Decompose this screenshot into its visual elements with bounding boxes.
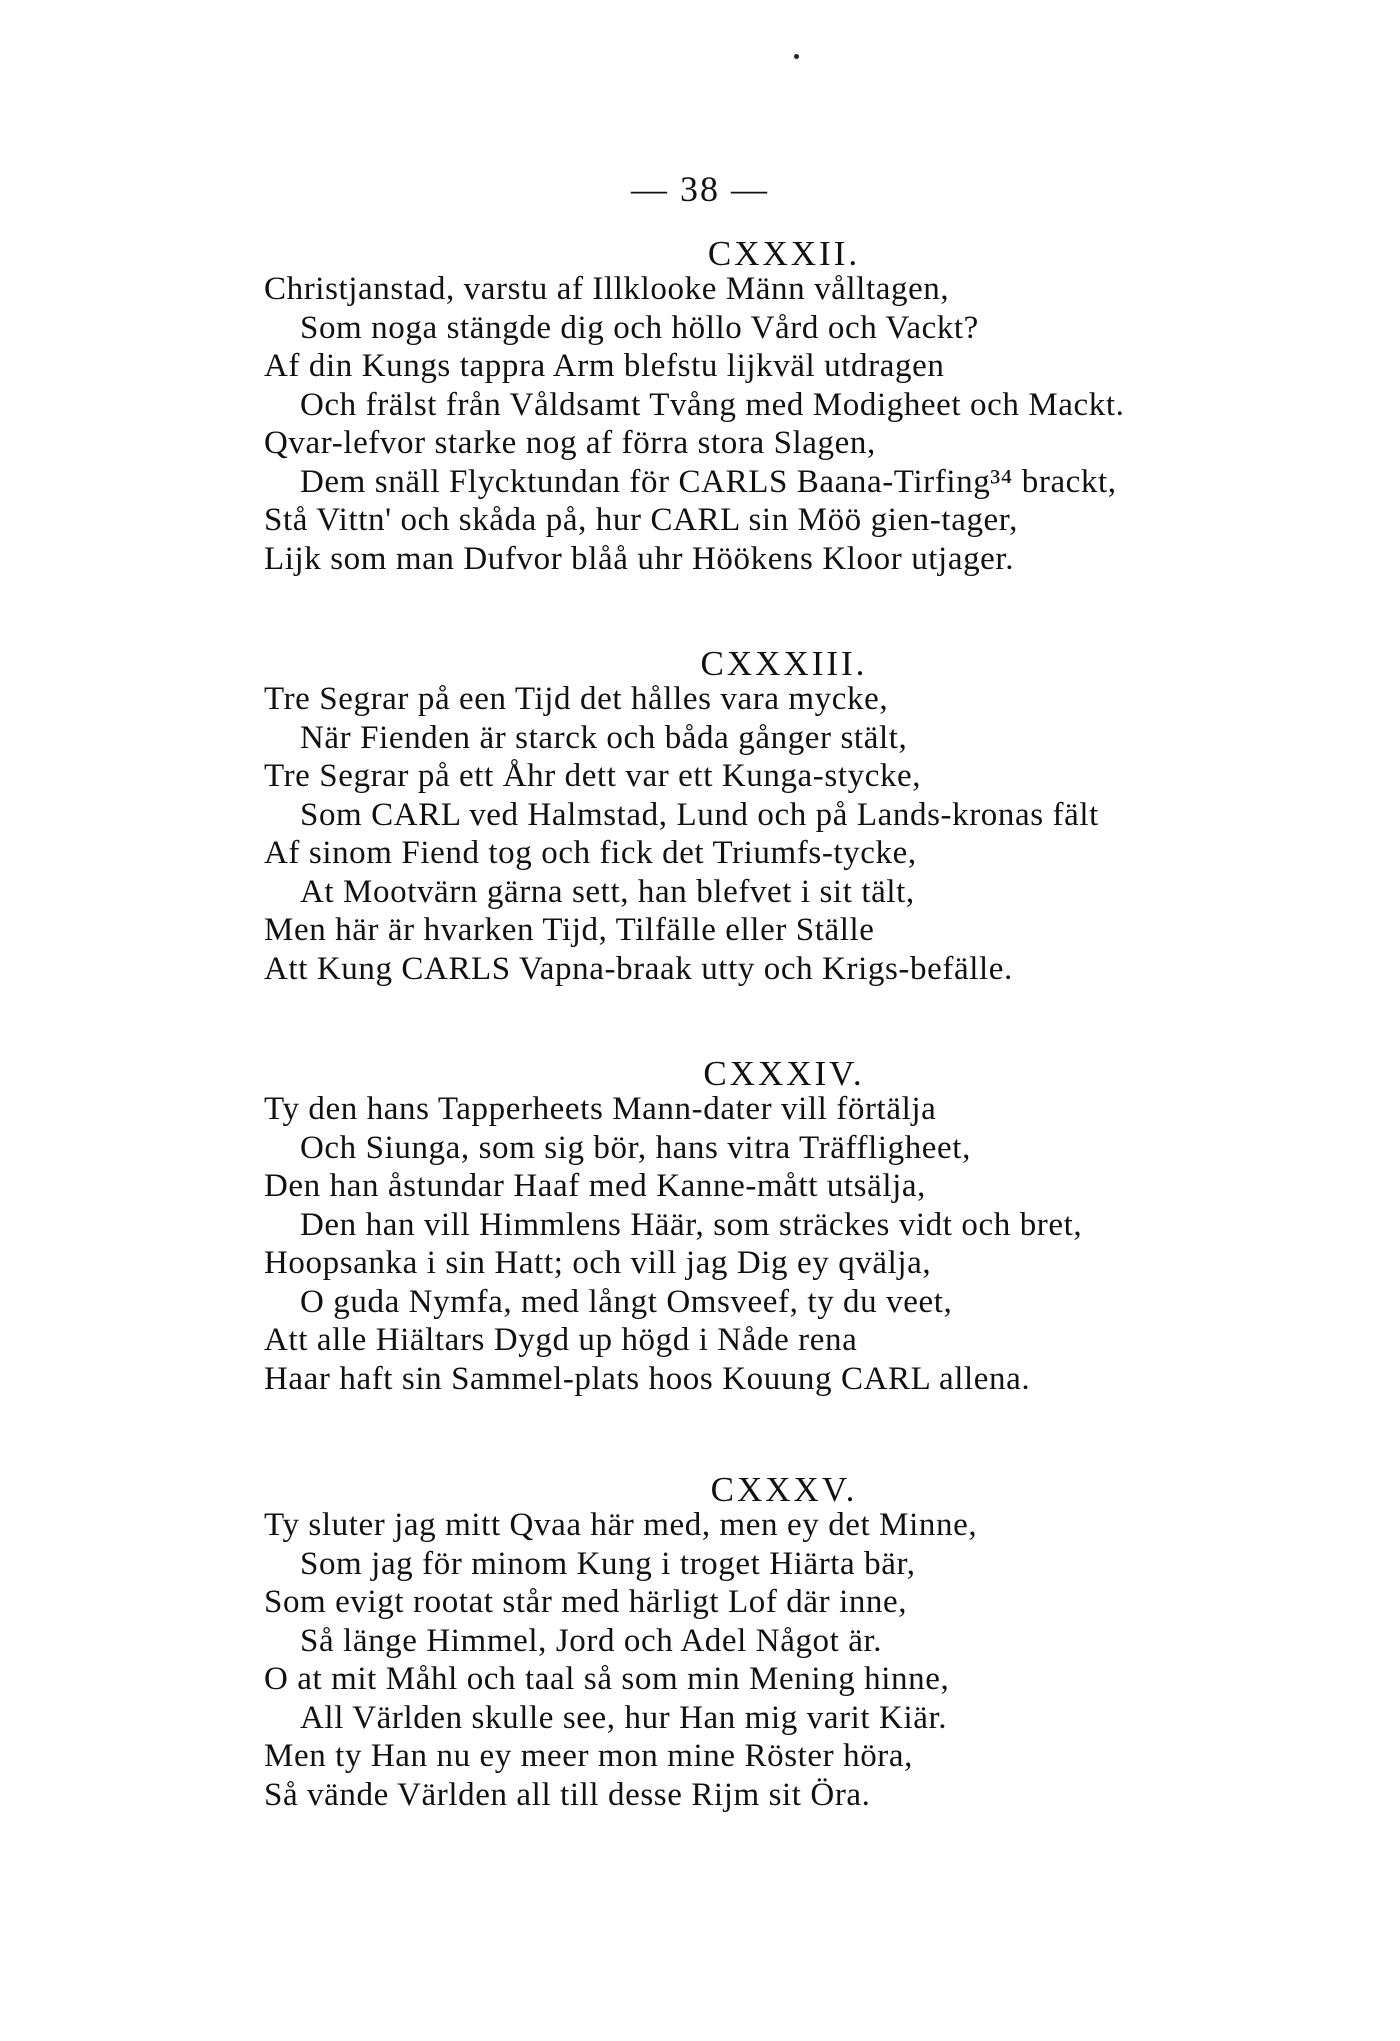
stanza-lines [264, 680, 1264, 988]
verse-line: Men här är hvarken Tijd, Tilfälle eller Ställe [264, 912, 875, 948]
verse-line: Att Kung CARLS Vapna-braak utty och Krigs-befälle. [264, 950, 1013, 987]
stanza-lines [264, 1506, 1264, 1814]
ink-speck [794, 54, 799, 59]
stanza-lines [264, 270, 1264, 578]
verse-line: O at mit Måhl och taal så som min Mening hinne, [264, 1661, 950, 1697]
verse-line: Som evigt rootat står med härligt Lof där inne, [264, 1584, 908, 1620]
verse-line: Som noga stängde dig och höllo Vård och Vackt? [300, 309, 979, 346]
verse-line: Af din Kungs tappra Arm blefstu lijkväl utdragen [264, 348, 945, 384]
verse-line: Qvar-lefvor starke nog af förra stora Slagen, [264, 425, 876, 461]
verse-line: Så länge Himmel, Jord och Adel Något är. [300, 1622, 883, 1659]
verse-line: Som jag för minom Kung i troget Hiärta bär, [300, 1545, 916, 1582]
verse-line: Och Siunga, som sig bör, hans vitra Träffligheet, [300, 1129, 971, 1166]
verse-line: Men ty Han nu ey meer mon mine Röster höra, [264, 1738, 913, 1774]
verse-line: Tre Segrar på ett Åhr dett var ett Kunga-stycke, [264, 758, 922, 794]
verse-line: Att alle Hiältars Dygd up högd i Nåde rena [264, 1322, 858, 1358]
verse-line: Ty sluter jag mitt Qvaa här med, men ey det Minne, [264, 1507, 978, 1543]
stanza-lines [264, 1090, 1264, 1398]
stanza-heading: CXXXV. [710, 1470, 858, 1509]
verse-line: Christjanstad, varstu af Illklooke Männ vålltagen, [264, 271, 950, 307]
verse-line: När Fienden är starck och båda gånger stält, [300, 719, 908, 756]
stanza-heading: CXXXIV. [703, 1054, 865, 1093]
verse-line: Så vände Världen all till desse Rijm sit Öra. [264, 1776, 871, 1813]
verse-line: All Världen skulle see, hur Han mig varit Kiär. [300, 1699, 948, 1736]
verse-line: Stå Vittn' och skåda på, hur CARL sin Möö gien-tager, [264, 502, 1018, 538]
stanza-heading: CXXXIII. [700, 644, 868, 683]
verse-line: Dem snäll Flycktundan för CARLS Baana-Tirfing³⁴ brackt, [300, 463, 1117, 500]
verse-line: Haar haft sin Sammel-plats hoos Kouung CARL allena. [264, 1360, 1031, 1397]
verse-line: Af sinom Fiend tog och fick det Triumfs-tycke, [264, 835, 917, 871]
verse-line: Den han vill Himmlens Häär, som sträckes vidt och bret, [300, 1206, 1083, 1243]
verse-line: Hoopsanka i sin Hatt; och vill jag Dig ey qvälja, [264, 1245, 932, 1281]
verse-line: Tre Segrar på een Tijd det hålles vara mycke, [264, 681, 889, 717]
verse-line: O guda Nymfa, med långt Omsveef, ty du veet, [300, 1283, 953, 1320]
verse-line: Som CARL ved Halmstad, Lund och på Lands-kronas fält [300, 796, 1099, 833]
verse-line: Den han åstundar Haaf med Kanne-mått utsälja, [264, 1168, 927, 1204]
verse-line: Och frälst från Våldsamt Tvång med Modigheet och Mackt. [300, 386, 1125, 423]
stanza-heading: CXXXII. [707, 234, 861, 273]
verse-line: Ty den hans Tapperheets Mann-dater vill förtälja [264, 1091, 937, 1127]
verse-line: At Mootvärn gärna sett, han blefvet i sit tält, [300, 873, 915, 910]
page-number: — 38 — [631, 169, 769, 209]
verse-line: Lijk som man Dufvor blåå uhr Höökens Kloor utjager. [264, 540, 1015, 577]
